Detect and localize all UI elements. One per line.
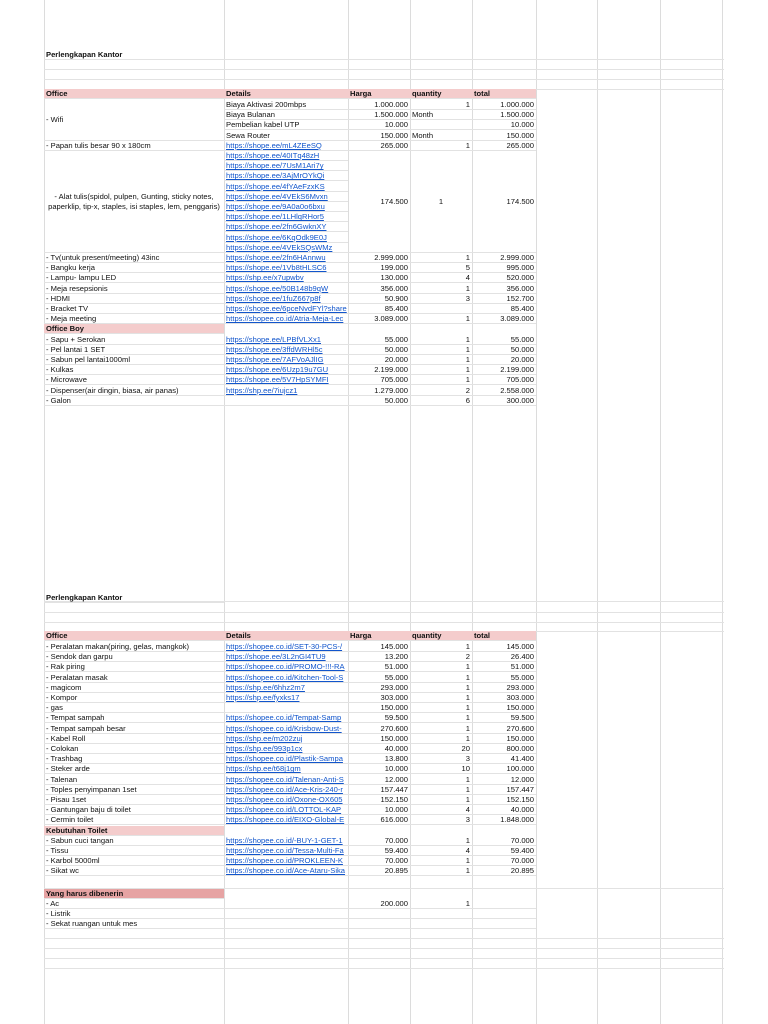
unit-cell: Month (410, 110, 472, 120)
product-link[interactable]: https://shopee.co.id/Tempat-Samp (224, 713, 348, 723)
total-cell: 40.000 (472, 805, 536, 815)
product-link[interactable]: https://shp.ee/m202zuj (224, 734, 348, 744)
details-cell (224, 899, 348, 909)
product-link[interactable]: https://shope.ee/3AjMrOYkQi (224, 171, 348, 181)
item-name-cell: - Ac (44, 899, 224, 909)
column-header-quantity: quantity (410, 631, 472, 641)
grid-row-line (44, 60, 724, 70)
price-cell: 293.000 (348, 683, 410, 693)
price-cell: 303.000 (348, 693, 410, 703)
column-header-total: total (472, 631, 536, 641)
price-cell: 20.895 (348, 866, 410, 876)
price-cell: 85.400 (348, 304, 410, 314)
quantity-cell: 5 (410, 263, 472, 273)
total-cell: 59.400 (472, 846, 536, 856)
total-cell: 356.000 (472, 284, 536, 294)
price-cell: 265.000 (348, 141, 410, 151)
quantity-cell (410, 120, 472, 130)
total-cell: 100.000 (472, 764, 536, 774)
total-cell: 55.000 (472, 335, 536, 345)
quantity-cell: 4 (410, 846, 472, 856)
total-cell (472, 919, 536, 929)
quantity-cell: 3 (410, 754, 472, 764)
price-cell: 50.900 (348, 294, 410, 304)
quantity-cell: 1 (410, 642, 472, 652)
price-cell: 55.000 (348, 673, 410, 683)
product-link[interactable]: https://shope.ee/1LHlqRHor5 (224, 212, 348, 222)
total-cell: 300.000 (472, 396, 536, 406)
price-cell: 1.279.000 (348, 386, 410, 396)
price-cell: 2.199.000 (348, 365, 410, 375)
item-name-cell: - Sikat wc (44, 866, 224, 876)
product-link[interactable]: https://shopee.co.id/-BUY-1-GET-1 (224, 836, 348, 846)
quantity-cell: 1 (410, 713, 472, 723)
total-cell: 51.000 (472, 662, 536, 672)
price-cell: 1.000.000 (348, 100, 410, 110)
item-name-cell: - Tv(untuk present/meeting) 43inc (44, 253, 224, 263)
product-link[interactable]: https://shope.ee/4fYAeFzxKS (224, 182, 348, 192)
price-cell (348, 909, 410, 919)
section-header-office: Office (44, 89, 224, 99)
price-cell: 174.500 (348, 151, 410, 253)
total-cell: 293.000 (472, 683, 536, 693)
product-link[interactable]: https://shopee.co.id/Ace-Ataru-Sika (224, 866, 348, 876)
item-name-cell: - Sendok dan garpu (44, 652, 224, 662)
price-cell: 150.000 (348, 703, 410, 713)
quantity-cell: 1 (410, 683, 472, 693)
price-cell: 50.000 (348, 345, 410, 355)
item-name-cell: - magicom (44, 683, 224, 693)
item-name-cell: - Gantungan baju di toilet (44, 805, 224, 815)
section-header-office: Office (44, 631, 224, 641)
total-cell: 1.848.000 (472, 815, 536, 825)
total-cell: 70.000 (472, 856, 536, 866)
quantity-cell: 1 (410, 662, 472, 672)
price-cell: 2.999.000 (348, 253, 410, 263)
price-cell: 199.000 (348, 263, 410, 273)
item-name-cell: - Bangku kerja (44, 263, 224, 273)
product-link[interactable]: https://shp.ee/993p1cx (224, 744, 348, 754)
total-cell: 1.500.000 (472, 110, 536, 120)
details-cell (224, 909, 348, 919)
price-cell: 10.000 (348, 805, 410, 815)
quantity-cell: 1 (410, 355, 472, 365)
price-cell: 59.400 (348, 846, 410, 856)
total-cell: 152.700 (472, 294, 536, 304)
quantity-cell: 1 (410, 856, 472, 866)
product-link[interactable]: https://shope.ee/9A0a0o6bxu (224, 202, 348, 212)
product-link[interactable]: https://shp.ee/6hhz2m7 (224, 683, 348, 693)
grid-row-line (44, 929, 724, 939)
product-link[interactable]: https://shopee.co.id/Ace-Kris-240-r (224, 785, 348, 795)
product-link[interactable]: https://shopee.co.id/EIXO-Global-E (224, 815, 348, 825)
quantity-cell: 1 (410, 866, 472, 876)
quantity-cell: 1 (410, 365, 472, 375)
total-cell: 85.400 (472, 304, 536, 314)
item-name-cell: - Sekat ruangan untuk mes (44, 919, 224, 929)
details-cell: Sewa Router (224, 131, 348, 141)
quantity-cell: 1 (410, 899, 472, 909)
column-header-harga: Harga (348, 89, 410, 99)
total-cell: 59.500 (472, 713, 536, 723)
item-name-cell: - Microwave (44, 375, 224, 385)
product-link[interactable]: https://shope.ee/6pceNvdFYl?share (226, 304, 347, 313)
grid-column-line (660, 0, 661, 1024)
details-cell: Biaya Aktivasi 200mbps (224, 100, 348, 110)
grid-column-line (722, 0, 723, 1024)
total-cell: 12.000 (472, 775, 536, 785)
item-name-cell: - Wifi (44, 100, 224, 141)
item-name-cell: - Peralatan masak (44, 673, 224, 683)
column-header-quantity: quantity (410, 89, 472, 99)
details-cell: Biaya Bulanan (224, 110, 348, 120)
item-name-cell: - Lampu- lampu LED (44, 273, 224, 283)
total-cell: 150.000 (472, 703, 536, 713)
sheet-title: Perlengkapan Kantor (44, 593, 224, 603)
quantity-cell: 1 (410, 335, 472, 345)
item-name-cell: - Pisau 1set (44, 795, 224, 805)
grid-row-line (44, 939, 724, 949)
quantity-cell: 1 (410, 375, 472, 385)
grid-row-line (44, 959, 724, 969)
item-name-cell: - HDMI (44, 294, 224, 304)
quantity-cell: 4 (410, 805, 472, 815)
item-name-cell: - Alat tulis(spidol, pulpen, Gunting, sticky notes, paperklip, tip-x, staples, isi staples, lem, penggaris) (44, 151, 224, 253)
item-name-cell: - Galon (44, 396, 224, 406)
quantity-cell: 10 (410, 764, 472, 774)
quantity-cell: 2 (410, 386, 472, 396)
product-link[interactable]: https://shope.ee/2fn6HAnnwu (224, 253, 348, 263)
total-cell: 20.000 (472, 355, 536, 365)
item-name-cell: - Papan tulis besar 90 x 180cm (44, 141, 224, 151)
quantity-cell: 1 (410, 693, 472, 703)
column-header-details: Details (224, 89, 348, 99)
quantity-cell: 20 (410, 744, 472, 754)
quantity-cell: 1 (410, 314, 472, 324)
product-link[interactable]: https://shope.ee/mL4ZEeSQ (224, 141, 348, 151)
price-cell: 356.000 (348, 284, 410, 294)
product-link[interactable]: https://shopee.co.id/Krisbow-Dust- (224, 724, 348, 734)
price-cell: 3.089.000 (348, 314, 410, 324)
total-cell: 520.000 (472, 273, 536, 283)
product-link[interactable]: https://shope.ee/7UsM1Ari7y (224, 161, 348, 171)
price-cell: 12.000 (348, 775, 410, 785)
total-cell: 50.000 (472, 345, 536, 355)
section-label: Yang harus dibenerin (44, 889, 224, 899)
product-link[interactable]: https://shp.ee/x7upwbv (224, 273, 348, 283)
quantity-cell: 1 (410, 775, 472, 785)
product-link[interactable]: https://shopee.co.id/SET-30-PCS-/ (224, 642, 348, 652)
total-cell: 705.000 (472, 375, 536, 385)
item-name-cell: - Sapu + Serokan (44, 335, 224, 345)
quantity-cell (410, 909, 472, 919)
product-link[interactable]: https://shope.ee/1fuZ667p8f (224, 294, 348, 304)
item-name-cell: - Cermin toilet (44, 815, 224, 825)
price-cell: 705.000 (348, 375, 410, 385)
price-cell: 10.000 (348, 120, 410, 130)
product-link[interactable]: https://shope.ee/40ITq48zH (224, 151, 348, 161)
price-cell: 40.000 (348, 744, 410, 754)
total-cell: 41.400 (472, 754, 536, 764)
grid-row-line (44, 603, 724, 613)
product-link[interactable]: https://shope.ee/LPBfVLXx1 (224, 335, 348, 345)
quantity-cell: 1 (410, 284, 472, 294)
total-cell: 157.447 (472, 785, 536, 795)
product-link[interactable]: https://shopee.co.id/Tessa-Multi-Fa (224, 846, 348, 856)
unit-cell: Month (410, 131, 472, 141)
quantity-cell: 1 (410, 100, 472, 110)
item-name-cell: - Kulkas (44, 365, 224, 375)
quantity-cell: 1 (410, 703, 472, 713)
price-cell: 150.000 (348, 131, 410, 141)
price-cell: 70.000 (348, 856, 410, 866)
item-name-cell: - Toples penyimpanan 1set (44, 785, 224, 795)
item-name-cell: - Meja meeting (44, 314, 224, 324)
sheet-title: Perlengkapan Kantor (44, 50, 224, 60)
product-link[interactable]: https://shp.ee/7iujcz1 (224, 386, 348, 396)
item-name-cell: - Listrik (44, 909, 224, 919)
item-name-cell: - Tissu (44, 846, 224, 856)
total-cell: 995.000 (472, 263, 536, 273)
quantity-cell: 1 (410, 141, 472, 151)
quantity-cell: 1 (410, 345, 472, 355)
details-cell: Pembelian kabel UTP (224, 120, 348, 130)
quantity-cell: 2 (410, 652, 472, 662)
total-cell: 26.400 (472, 652, 536, 662)
total-cell: 2.558.000 (472, 386, 536, 396)
quantity-cell: 1 (410, 836, 472, 846)
price-cell: 152.150 (348, 795, 410, 805)
grid-column-line (597, 0, 598, 1024)
total-cell: 70.000 (472, 836, 536, 846)
product-link[interactable]: https://shope.ee/6KqOdk9E0J (224, 233, 348, 243)
grid-row-line (44, 949, 724, 959)
product-link[interactable]: https://shope.ee/3L2nGI4TU9 (224, 652, 348, 662)
total-cell: 2.999.000 (472, 253, 536, 263)
total-cell: 3.089.000 (472, 314, 536, 324)
total-cell: 150.000 (472, 131, 536, 141)
price-cell: 55.000 (348, 335, 410, 345)
product-link[interactable]: https://shope.ee/4VEkS6Mvxn (224, 192, 348, 202)
product-link[interactable]: https://shope.ee/2fn6GwknXY (224, 222, 348, 232)
price-cell: 616.000 (348, 815, 410, 825)
total-cell (472, 909, 536, 919)
item-name-cell: - Karbol 5000ml (44, 856, 224, 866)
price-cell: 70.000 (348, 836, 410, 846)
product-link[interactable]: https://shopee.co.id/Atria-Meja-Lec (224, 314, 348, 324)
price-cell: 51.000 (348, 662, 410, 672)
details-cell (224, 919, 348, 929)
product-link[interactable]: https://shope.ee/1Vb8tHLSC6 (224, 263, 348, 273)
total-cell: 10.000 (472, 120, 536, 130)
item-name-cell: - Kompor (44, 693, 224, 703)
item-name-cell: - Pel lantai 1 SET (44, 345, 224, 355)
total-cell: 55.000 (472, 673, 536, 683)
quantity-cell: 1 (410, 151, 472, 253)
item-name-cell: - Steker arde (44, 764, 224, 774)
price-cell: 157.447 (348, 785, 410, 795)
total-cell: 174.500 (472, 151, 536, 253)
quantity-cell: 1 (410, 673, 472, 683)
price-cell: 13.800 (348, 754, 410, 764)
quantity-cell: 3 (410, 294, 472, 304)
price-cell: 1.500.000 (348, 110, 410, 120)
item-name-cell: - Dispenser(air dingin, biasa, air panas) (44, 386, 224, 396)
column-header-details: Details (224, 631, 348, 641)
total-cell: 265.000 (472, 141, 536, 151)
total-cell: 150.000 (472, 734, 536, 744)
price-cell: 50.000 (348, 396, 410, 406)
total-cell: 303.000 (472, 693, 536, 703)
total-cell: 152.150 (472, 795, 536, 805)
product-link[interactable]: https://shopee.co.id/PROMO-!!!-RA (224, 662, 348, 672)
grid-row-line (44, 70, 724, 80)
total-cell: 800.000 (472, 744, 536, 754)
price-cell: 10.000 (348, 764, 410, 774)
grid-row-line (44, 877, 724, 889)
item-name-cell: - Trashbag (44, 754, 224, 764)
item-name-cell: - Sabun pel lantai1000ml (44, 355, 224, 365)
item-name-cell: - Tempat sampah besar (44, 724, 224, 734)
item-name-cell: - Kabel Roll (44, 734, 224, 744)
price-cell: 200.000 (348, 899, 410, 909)
product-link[interactable]: https://shopee.co.id/LOTTOL-KAP (224, 805, 348, 815)
product-link[interactable]: https://shope.ee/6Uzp19u7GU (224, 365, 348, 375)
product-link[interactable]: https://shp.ee/t68j1gm (224, 764, 348, 774)
product-link[interactable]: https://shope.ee/7AFVoAJlIG (224, 355, 348, 365)
details-cell (224, 703, 348, 713)
section-label: Kebutuhan Toilet (44, 826, 224, 836)
price-cell: 145.000 (348, 642, 410, 652)
price-cell (348, 919, 410, 929)
item-name-cell: - Meja resepsionis (44, 284, 224, 294)
item-name-cell: - Peralatan makan(piring, gelas, mangkok) (44, 642, 224, 652)
total-cell: 145.000 (472, 642, 536, 652)
product-link[interactable]: https://shope.ee/4VEkSQsWMz (224, 243, 348, 253)
price-cell: 20.000 (348, 355, 410, 365)
price-cell: 270.600 (348, 724, 410, 734)
price-cell: 13.200 (348, 652, 410, 662)
section-label: Office Boy (44, 324, 224, 334)
item-name-cell: - gas (44, 703, 224, 713)
product-link[interactable]: https://shope.ee/50B148b9qW (224, 284, 348, 294)
total-cell: 1.000.000 (472, 100, 536, 110)
details-cell (224, 396, 348, 406)
total-cell: 2.199.000 (472, 365, 536, 375)
column-header-harga: Harga (348, 631, 410, 641)
total-cell: 270.600 (472, 724, 536, 734)
product-link[interactable]: https://shopee.co.id/Talenan-Anti-S (224, 775, 348, 785)
quantity-cell: 1 (410, 795, 472, 805)
total-cell (472, 899, 536, 909)
product-link[interactable]: https://shp.ee/fyxks17 (224, 693, 348, 703)
product-link[interactable]: https://shopee.co.id/PROKLEEN-K (224, 856, 348, 866)
quantity-cell: 3 (410, 815, 472, 825)
product-link[interactable]: https://shope.ee/5V7HpSYMFI (224, 375, 348, 385)
product-link[interactable]: https://shopee.co.id/Kitchen-Tool-S (224, 673, 348, 683)
quantity-cell: 4 (410, 273, 472, 283)
quantity-cell: 1 (410, 253, 472, 263)
product-link[interactable]: https://shopee.co.id/Plastik-Sampa (224, 754, 348, 764)
product-link[interactable]: https://shopee.co.id/Oxone-OX605 (224, 795, 348, 805)
item-name-cell: - Bracket TV (44, 304, 224, 314)
grid-column-line (536, 0, 537, 1024)
item-name-cell: - Colokan (44, 744, 224, 754)
quantity-cell (410, 919, 472, 929)
quantity-cell (410, 304, 472, 314)
item-name-cell: - Sabun cuci tangan (44, 836, 224, 846)
total-cell: 20.895 (472, 866, 536, 876)
quantity-cell: 1 (410, 734, 472, 744)
product-link[interactable]: https://shope.ee/3ffdWRHl5c (224, 345, 348, 355)
column-header-total: total (472, 89, 536, 99)
quantity-cell: 1 (410, 724, 472, 734)
item-name-cell: - Tempat sampah (44, 713, 224, 723)
quantity-cell: 1 (410, 785, 472, 795)
quantity-cell: 6 (410, 396, 472, 406)
item-name-cell: - Talenan (44, 775, 224, 785)
item-name-cell: - Rak piring (44, 662, 224, 672)
price-cell: 59.500 (348, 713, 410, 723)
price-cell: 130.000 (348, 273, 410, 283)
price-cell: 150.000 (348, 734, 410, 744)
